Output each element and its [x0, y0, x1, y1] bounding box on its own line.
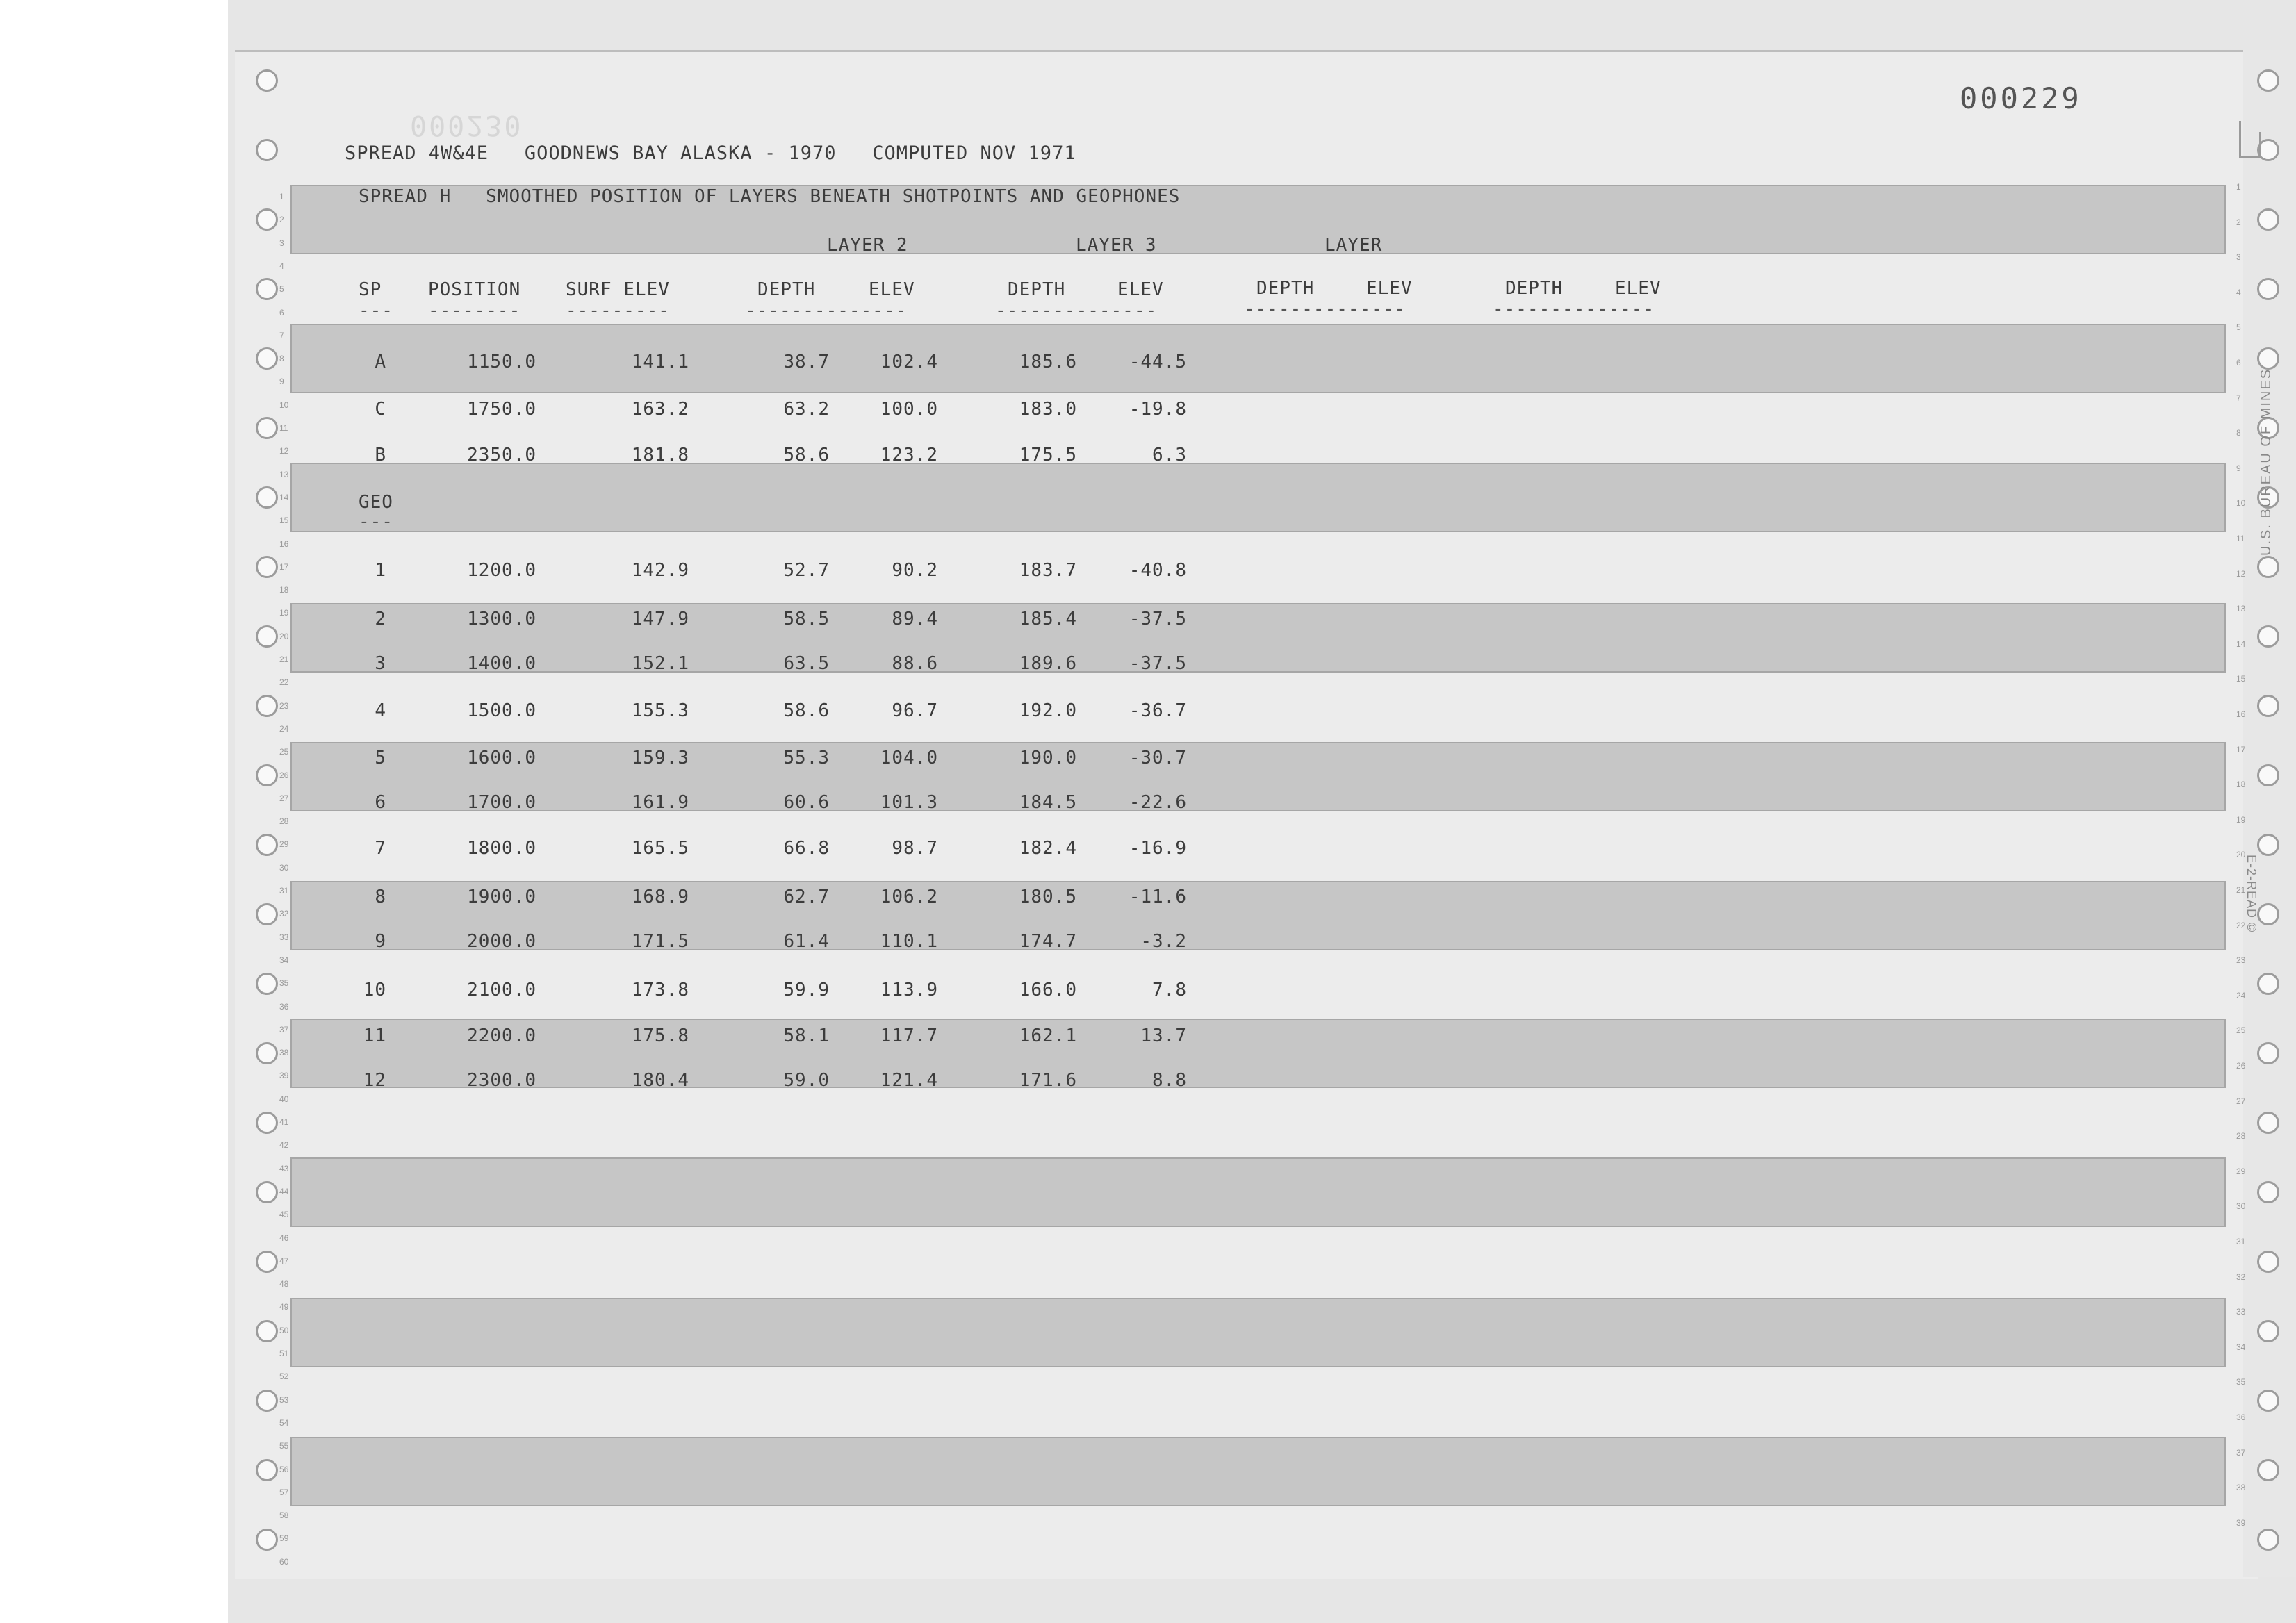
right-line-number: 19 [2236, 814, 2246, 825]
cell-surf-elev: 159.3 [631, 748, 689, 768]
geophone-section-label: GEO [359, 492, 393, 513]
agency-margin-label: U.S. BUREAU OF MINES [2258, 368, 2274, 556]
left-line-number: 2 [279, 215, 284, 225]
greenbar-band [290, 1437, 2226, 1506]
feed-hole [256, 69, 278, 92]
cell-l3-depth: 184.5 [1019, 792, 1077, 813]
cell-l2-depth: 38.7 [783, 352, 830, 372]
cell-position: 1750.0 [467, 399, 536, 420]
right-line-number: 28 [2236, 1131, 2246, 1142]
cell-l3-elev: -19.8 [1129, 399, 1187, 420]
cell-id: 1 [375, 560, 386, 581]
cell-l2-elev: 104.0 [880, 748, 938, 768]
left-line-number: 29 [279, 839, 289, 850]
cell-surf-elev: 141.1 [631, 352, 689, 372]
right-line-number: 18 [2236, 780, 2246, 790]
feed-hole [256, 1529, 278, 1551]
cell-l2-elev: 90.2 [892, 560, 938, 581]
cell-position: 1400.0 [467, 653, 536, 674]
layer3-group-header: LAYER 3 [1076, 235, 1157, 256]
cell-id: 6 [375, 792, 386, 813]
left-line-number: 8 [279, 354, 284, 364]
left-line-number: 44 [279, 1186, 289, 1196]
right-line-number: 3 [2236, 252, 2241, 263]
feed-hole [256, 278, 278, 300]
cell-l3-elev: 13.7 [1140, 1025, 1187, 1046]
col-header-l3-elev: ELEV [1117, 279, 1164, 300]
cell-l2-depth: 52.7 [783, 560, 830, 581]
cell-l3-depth: 189.6 [1019, 653, 1077, 674]
feed-hole [2257, 1320, 2279, 1342]
cell-position: 2200.0 [467, 1025, 536, 1046]
left-line-number: 32 [279, 909, 289, 919]
right-line-number: 7 [2236, 393, 2241, 403]
right-line-number: 39 [2236, 1517, 2246, 1528]
cell-l2-depth: 55.3 [783, 748, 830, 768]
cell-id: 2 [375, 609, 386, 629]
left-line-number: 6 [279, 307, 284, 318]
right-line-number: 1 [2236, 182, 2241, 192]
left-line-number: 10 [279, 399, 289, 410]
cell-l2-elev: 96.7 [892, 700, 938, 721]
right-line-number: 20 [2236, 850, 2246, 860]
left-line-number: 19 [279, 608, 289, 618]
feed-hole [256, 208, 278, 231]
cell-l3-depth: 185.4 [1019, 609, 1077, 629]
cell-l3-depth: 183.7 [1019, 560, 1077, 581]
left-line-number: 34 [279, 955, 289, 965]
left-line-number: 41 [279, 1117, 289, 1127]
left-line-number: 4 [279, 261, 284, 271]
left-line-number: 14 [279, 492, 289, 502]
right-line-number: 12 [2236, 568, 2246, 579]
cell-l3-depth: 183.0 [1019, 399, 1077, 420]
right-line-number: 34 [2236, 1342, 2246, 1352]
right-line-number: 35 [2236, 1377, 2246, 1387]
cell-id: 12 [363, 1070, 386, 1091]
right-line-number: 21 [2236, 885, 2246, 895]
right-line-number: 27 [2236, 1096, 2246, 1106]
cell-l3-elev: 8.8 [1152, 1070, 1187, 1091]
left-line-number: 59 [279, 1533, 289, 1544]
col-header-l4-depth: DEPTH [1256, 278, 1315, 299]
underline-surf-elev: --------- [566, 300, 670, 321]
cell-l2-depth: 61.4 [783, 931, 830, 952]
cell-l3-depth: 180.5 [1019, 887, 1077, 907]
right-line-number: 2 [2236, 217, 2241, 227]
left-line-number: 33 [279, 932, 289, 942]
document-number: 000229 [1960, 81, 2082, 115]
cell-l2-depth: 59.9 [783, 980, 830, 1000]
right-line-number: 30 [2236, 1201, 2246, 1212]
cell-l2-depth: 58.5 [783, 609, 830, 629]
cell-l2-depth: 60.6 [783, 792, 830, 813]
feed-hole [2257, 1459, 2279, 1481]
cell-l2-depth: 63.2 [783, 399, 830, 420]
left-line-number: 58 [279, 1510, 289, 1521]
cell-l2-depth: 63.5 [783, 653, 830, 674]
cell-l3-elev: -30.7 [1129, 748, 1187, 768]
cell-l2-elev: 117.7 [880, 1025, 938, 1046]
cell-l3-elev: -40.8 [1129, 560, 1187, 581]
left-line-number: 3 [279, 238, 284, 248]
cell-surf-elev: 181.8 [631, 445, 689, 466]
right-line-number: 38 [2236, 1483, 2246, 1493]
cell-l2-elev: 110.1 [880, 931, 938, 952]
col-header-sp: SP [359, 279, 382, 300]
left-line-number: 54 [279, 1417, 289, 1428]
cell-l3-depth: 166.0 [1019, 980, 1077, 1000]
left-line-number: 60 [279, 1556, 289, 1567]
right-line-number: 22 [2236, 920, 2246, 930]
col-header-surf-elev: SURF ELEV [566, 279, 670, 300]
left-line-number: 22 [279, 677, 289, 688]
left-line-number: 7 [279, 330, 284, 340]
left-line-number: 11 [279, 423, 288, 433]
cell-id: 9 [375, 931, 386, 952]
cell-surf-elev: 161.9 [631, 792, 689, 813]
left-line-number: 53 [279, 1394, 289, 1405]
cell-l2-elev: 98.7 [892, 838, 938, 859]
right-line-number: 32 [2236, 1271, 2246, 1282]
left-line-number: 48 [279, 1279, 289, 1290]
feed-hole [2257, 1042, 2279, 1064]
cell-id: 3 [375, 653, 386, 674]
left-line-number: 42 [279, 1140, 289, 1151]
bleed-through-number: 000230 [410, 109, 523, 141]
cell-surf-elev: 173.8 [631, 980, 689, 1000]
greenbar-band [290, 463, 2226, 532]
right-line-number: 17 [2236, 744, 2246, 755]
feed-hole [2257, 208, 2279, 231]
cell-l2-depth: 58.1 [783, 1025, 830, 1046]
right-line-number: 6 [2236, 358, 2241, 368]
left-line-number: 45 [279, 1210, 289, 1220]
feed-hole [2257, 69, 2279, 92]
left-line-number: 55 [279, 1441, 289, 1451]
cell-l2-depth: 62.7 [783, 887, 830, 907]
left-line-number: 24 [279, 723, 289, 734]
cell-id: 5 [375, 748, 386, 768]
underline-layer5: -------------- [1493, 299, 1655, 320]
cell-l3-elev: 7.8 [1152, 980, 1187, 1000]
left-line-number: 27 [279, 793, 289, 803]
feed-hole [2257, 973, 2279, 995]
cell-id: 7 [375, 838, 386, 859]
feed-hole [2257, 1251, 2279, 1273]
left-line-number: 51 [279, 1349, 289, 1358]
cell-surf-elev: 171.5 [631, 931, 689, 952]
feed-hole [2257, 695, 2279, 717]
subtitle-line: SPREAD H SMOOTHED POSITION OF LAYERS BENEATH SHOTPOINTS AND GEOPHONES [359, 186, 1181, 207]
underline-layer4: -------------- [1244, 299, 1407, 320]
cell-l3-elev: -37.5 [1129, 609, 1187, 629]
left-line-number: 21 [279, 654, 289, 664]
cell-l3-elev: -11.6 [1129, 887, 1187, 907]
left-line-number: 46 [279, 1233, 289, 1243]
col-header-position: POSITION [428, 279, 521, 300]
left-line-number: 36 [279, 1001, 289, 1012]
right-line-number: 14 [2236, 639, 2246, 649]
right-line-number: 13 [2236, 604, 2246, 614]
cell-position: 1150.0 [467, 352, 536, 372]
left-line-number: 57 [279, 1487, 289, 1497]
feed-hole [2257, 834, 2279, 856]
layer-group-header: LAYER [1325, 235, 1383, 256]
left-line-number: 16 [279, 538, 289, 549]
cell-position: 2300.0 [467, 1070, 536, 1091]
cell-id: C [375, 399, 386, 420]
col-header-l2-elev: ELEV [869, 279, 915, 300]
greenbar-band [290, 1157, 2226, 1227]
right-line-number: 36 [2236, 1412, 2246, 1422]
cell-l3-depth: 162.1 [1019, 1025, 1077, 1046]
cell-l3-elev: -16.9 [1129, 838, 1187, 859]
right-line-number: 37 [2236, 1447, 2246, 1458]
left-line-number: 17 [279, 561, 289, 572]
cell-l2-elev: 106.2 [880, 887, 938, 907]
left-line-number: 56 [279, 1464, 289, 1474]
feed-hole [256, 1320, 278, 1342]
cell-l3-depth: 190.0 [1019, 748, 1077, 768]
right-line-number: 5 [2236, 322, 2241, 333]
printer-mark-icon [2239, 132, 2261, 158]
left-line-number: 25 [279, 747, 289, 757]
cell-surf-elev: 175.8 [631, 1025, 689, 1046]
left-line-number: 47 [279, 1255, 289, 1266]
cell-position: 2100.0 [467, 980, 536, 1000]
cell-position: 1500.0 [467, 700, 536, 721]
cell-surf-elev: 142.9 [631, 560, 689, 581]
left-line-number: 30 [279, 862, 289, 873]
left-line-number: 1 [279, 192, 284, 201]
cell-id: 10 [363, 980, 386, 1000]
left-line-number: 23 [279, 700, 289, 711]
cell-id: B [375, 445, 386, 466]
underline-layer3: -------------- [995, 300, 1158, 321]
cell-position: 1900.0 [467, 887, 536, 907]
cell-surf-elev: 180.4 [631, 1070, 689, 1091]
feed-hole [2257, 625, 2279, 648]
left-line-number: 49 [279, 1302, 289, 1312]
left-line-number: 18 [279, 585, 289, 595]
left-line-number: 20 [279, 631, 289, 641]
col-header-l2-depth: DEPTH [757, 279, 816, 300]
cell-position: 1200.0 [467, 560, 536, 581]
left-line-number: 43 [279, 1163, 289, 1173]
cell-l3-elev: -36.7 [1129, 700, 1187, 721]
left-line-number: 15 [279, 516, 289, 526]
cell-position: 1300.0 [467, 609, 536, 629]
right-line-number: 16 [2236, 709, 2246, 719]
cell-l3-depth: 175.5 [1019, 445, 1077, 466]
cell-position: 2350.0 [467, 445, 536, 466]
feed-hole [2257, 347, 2279, 370]
left-line-number: 28 [279, 816, 289, 827]
right-line-number: 26 [2236, 1061, 2246, 1071]
left-line-number: 39 [279, 1071, 289, 1081]
cell-surf-elev: 165.5 [631, 838, 689, 859]
cell-l2-elev: 100.0 [880, 399, 938, 420]
feed-hole [256, 1181, 278, 1203]
cell-id: 11 [363, 1025, 386, 1046]
cell-l3-depth: 182.4 [1019, 838, 1077, 859]
cell-l2-depth: 58.6 [783, 445, 830, 466]
left-line-number: 13 [279, 469, 289, 479]
left-line-number: 31 [279, 886, 289, 896]
feed-hole [2257, 764, 2279, 786]
cell-l2-elev: 88.6 [892, 653, 938, 674]
left-line-number: 38 [279, 1048, 289, 1058]
left-line-number: 9 [279, 377, 284, 387]
cell-position: 1600.0 [467, 748, 536, 768]
cell-l2-elev: 102.4 [880, 352, 938, 372]
feed-hole [2257, 556, 2279, 578]
feed-hole [2257, 1529, 2279, 1551]
col-header-l5-depth: DEPTH [1505, 278, 1564, 299]
underline-sp: --- [359, 300, 393, 321]
right-line-number: 11 [2236, 534, 2245, 543]
feed-hole [256, 486, 278, 509]
cell-id: 8 [375, 887, 386, 907]
right-line-number: 15 [2236, 674, 2246, 684]
right-line-number: 25 [2236, 1025, 2246, 1036]
left-line-number: 52 [279, 1371, 289, 1382]
geophone-section-underline: --- [359, 511, 393, 532]
cell-l2-elev: 121.4 [880, 1070, 938, 1091]
feed-hole [2257, 1390, 2279, 1412]
left-line-number: 12 [279, 446, 289, 456]
left-line-number: 37 [279, 1024, 289, 1035]
right-line-number: 10 [2236, 498, 2246, 509]
feed-hole [256, 417, 278, 439]
cell-l2-elev: 89.4 [892, 609, 938, 629]
cell-l3-elev: -44.5 [1129, 352, 1187, 372]
cell-l3-elev: -3.2 [1140, 931, 1187, 952]
feed-hole [2257, 1112, 2279, 1134]
right-line-number: 33 [2236, 1307, 2246, 1317]
left-line-number: 35 [279, 978, 289, 989]
right-line-number: 29 [2236, 1166, 2246, 1176]
cell-surf-elev: 163.2 [631, 399, 689, 420]
cell-l2-depth: 58.6 [783, 700, 830, 721]
right-line-number: 24 [2236, 990, 2246, 1000]
cell-l2-elev: 113.9 [880, 980, 938, 1000]
feed-hole [256, 139, 278, 161]
feed-hole [256, 1390, 278, 1412]
greenbar-band [290, 1298, 2226, 1367]
underline-position: -------- [428, 300, 521, 321]
left-line-number: 26 [279, 770, 289, 780]
right-line-number: 9 [2236, 463, 2241, 473]
cell-l3-depth: 185.6 [1019, 352, 1077, 372]
cell-l3-elev: -37.5 [1129, 653, 1187, 674]
feed-hole [2257, 903, 2279, 925]
feed-hole [2257, 1181, 2279, 1203]
feed-hole [2257, 278, 2279, 300]
left-line-number: 40 [279, 1094, 289, 1104]
cell-position: 1800.0 [467, 838, 536, 859]
cell-surf-elev: 147.9 [631, 609, 689, 629]
left-line-number: 5 [279, 284, 284, 295]
right-line-number: 8 [2236, 428, 2241, 438]
underline-layer2: -------------- [745, 300, 908, 321]
left-line-number: 50 [279, 1325, 289, 1335]
col-header-l5-elev: ELEV [1615, 278, 1662, 299]
cell-l3-depth: 171.6 [1019, 1070, 1077, 1091]
cell-surf-elev: 168.9 [631, 887, 689, 907]
feed-hole [256, 1459, 278, 1481]
cell-l2-depth: 66.8 [783, 838, 830, 859]
right-line-number: 23 [2236, 955, 2246, 966]
cell-l3-depth: 192.0 [1019, 700, 1077, 721]
layer2-group-header: LAYER 2 [827, 235, 908, 256]
cell-l2-depth: 59.0 [783, 1070, 830, 1091]
col-header-l4-elev: ELEV [1366, 278, 1413, 299]
feed-hole [256, 1251, 278, 1273]
cell-l3-elev: -22.6 [1129, 792, 1187, 813]
cell-l3-elev: 6.3 [1152, 445, 1187, 466]
form-code-margin-label: E-2-READ © [2245, 855, 2258, 933]
header-line: SPREAD 4W&4E GOODNEWS BAY ALASKA - 1970 COMPUTED NOV 1971 [345, 142, 1076, 164]
cell-l2-elev: 123.2 [880, 445, 938, 466]
right-line-number: 31 [2236, 1237, 2246, 1246]
cell-l3-depth: 174.7 [1019, 931, 1077, 952]
cell-id: A [375, 352, 386, 372]
cell-id: 4 [375, 700, 386, 721]
cell-position: 1700.0 [467, 792, 536, 813]
right-line-number: 4 [2236, 287, 2241, 297]
cell-surf-elev: 152.1 [631, 653, 689, 674]
cell-l2-elev: 101.3 [880, 792, 938, 813]
feed-hole [256, 1112, 278, 1134]
col-header-l3-depth: DEPTH [1008, 279, 1066, 300]
cell-surf-elev: 155.3 [631, 700, 689, 721]
cell-position: 2000.0 [467, 931, 536, 952]
